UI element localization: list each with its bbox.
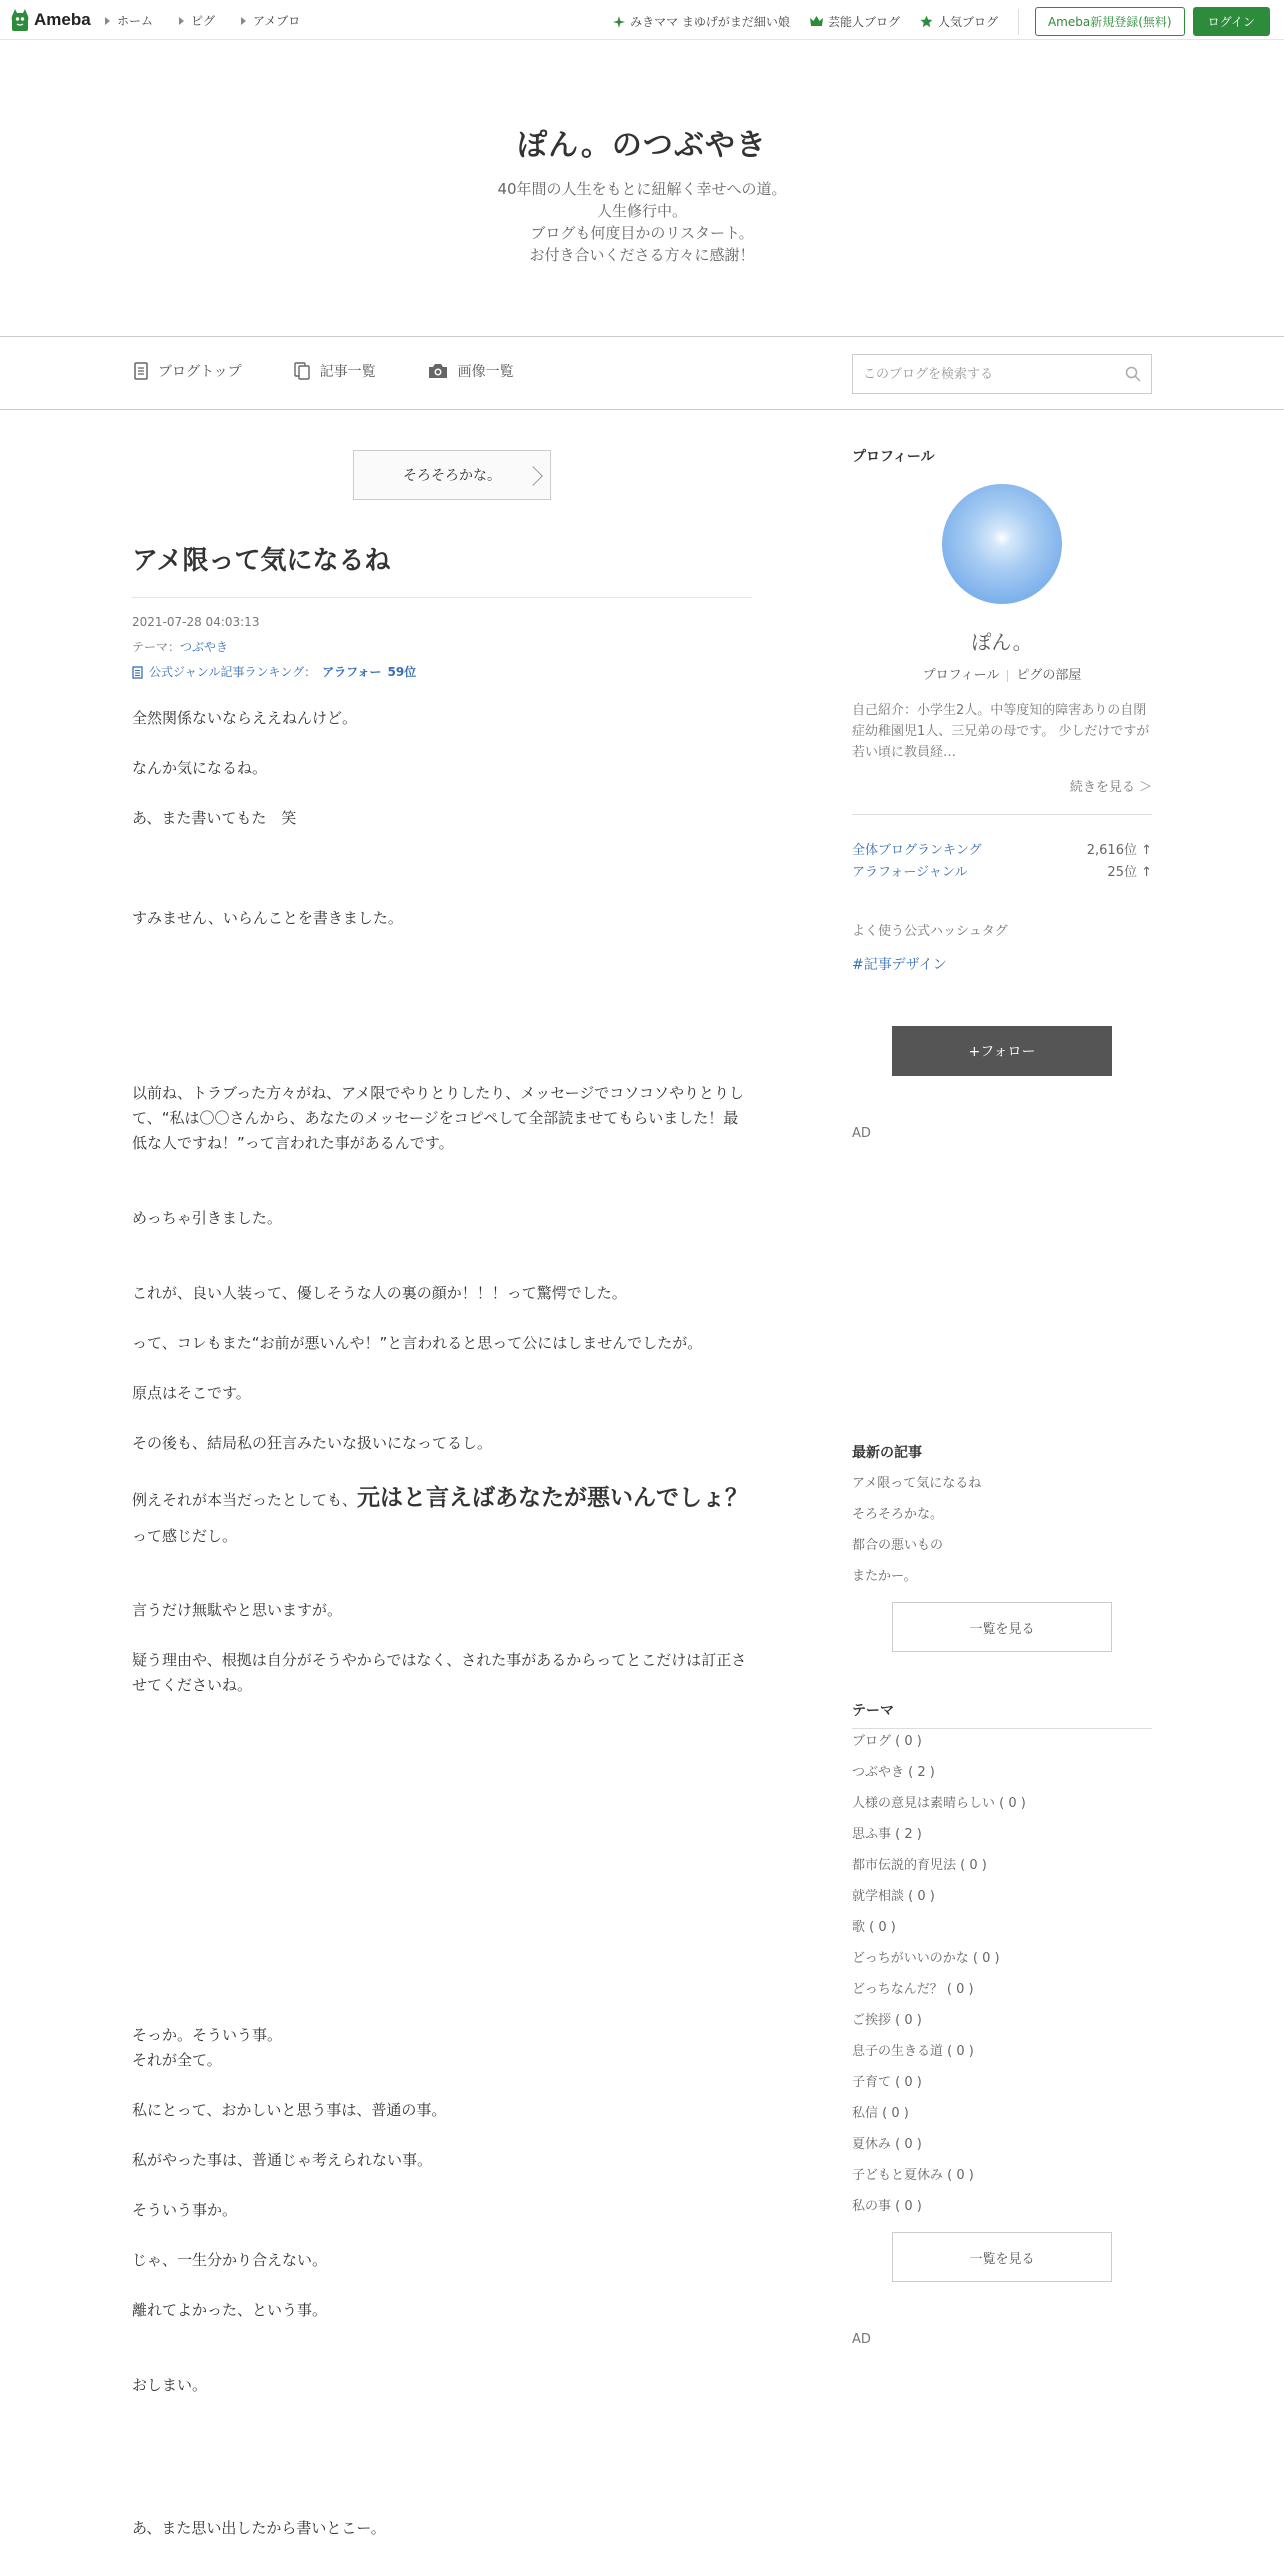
article-title[interactable]: アメ限って気になるね xyxy=(132,540,752,598)
blog-top-label: ブログトップ xyxy=(158,364,242,380)
search-input[interactable] xyxy=(863,367,1125,382)
theme-item[interactable]: ブログ ( 0 ) xyxy=(852,1734,922,1749)
theme-item[interactable]: 息子の生きる道 ( 0 ) xyxy=(852,2044,974,2059)
previous-article-button[interactable] xyxy=(353,450,551,500)
ad-label: AD xyxy=(852,1126,871,1141)
hashtag-heading: よく使う公式ハッシュタグ xyxy=(852,924,1008,939)
theme-item[interactable]: ご挨拶 ( 0 ) xyxy=(852,2013,922,2028)
paragraph: あ、また思い出したから書いとこー。 xyxy=(132,2519,386,2537)
copy-icon xyxy=(294,362,310,380)
popular-blog-label: 人気ブログ xyxy=(937,15,998,29)
search-icon[interactable] xyxy=(1125,366,1141,382)
paragraph: 言うだけ無駄やと思いますが。 xyxy=(132,1601,343,1619)
theme-item[interactable]: 人様の意見は素晴らしい ( 0 ) xyxy=(852,1796,1026,1811)
ad-label: AD xyxy=(852,2332,871,2347)
recent-heading: 最新の記事 xyxy=(852,1445,922,1461)
paragraph: 離れてよかった、という事。 xyxy=(132,2301,328,2319)
blog-title[interactable]: ぽん。のつぶやき xyxy=(517,128,767,163)
theme-item[interactable]: 夏休み ( 0 ) xyxy=(852,2137,922,2152)
divider xyxy=(852,814,1152,815)
profile-link[interactable]: プロフィール xyxy=(922,668,1000,683)
global-header xyxy=(0,0,1284,40)
document-icon xyxy=(134,362,148,380)
ranking-value: 2,616位 ↑ xyxy=(1086,843,1152,858)
paragraph: それが全て。 xyxy=(132,2051,222,2069)
article-list-label: 記事一覧 xyxy=(319,364,376,380)
blog-description-line: お付き合いくださる方々に感謝！ xyxy=(529,246,755,264)
theme-item[interactable]: つぶやき ( 2 ) xyxy=(852,1765,935,1780)
global-nav xyxy=(105,12,300,29)
recent-article-link[interactable]: 都合の悪いもの xyxy=(852,1538,944,1553)
article-date: 2021-07-28 04:03:13 xyxy=(132,615,260,629)
paragraph-emphasis xyxy=(132,1480,752,1554)
ranking-label: アラフォージャンル xyxy=(852,865,968,880)
paragraph: これが、良い人装って、優しそうな人の裏の顔か！！！って驚愕でした。 xyxy=(132,1284,627,1302)
nav-ameblo[interactable] xyxy=(241,12,300,29)
pigg-room-link[interactable]: ピグの部屋 xyxy=(1016,668,1082,683)
ranking-value: 25位 ↑ xyxy=(1107,865,1152,880)
paragraph: 原点はそこです。 xyxy=(132,1384,251,1402)
featured-blog-link[interactable] xyxy=(613,13,790,30)
theme-item[interactable]: 子育て ( 0 ) xyxy=(852,2075,922,2090)
article-theme xyxy=(132,635,416,660)
caret-right-icon xyxy=(179,17,184,25)
follow-wrap xyxy=(852,1026,1152,1076)
crown-icon xyxy=(810,16,823,27)
text-span: 例えそれが本当だったとしても、 xyxy=(132,1491,358,1509)
paragraph: 以前ね、トラブった方々がね、アメ限でやりとりしたり、メッセージでコソコソやりとりして、“私は〇〇さんから、あなたのメッセージをコピペして全部読ませてもらいました！最低な人ですね！”って言われた事があるんです。 xyxy=(132,1084,745,1152)
theme-item[interactable]: 都市伝説的育児法 ( 0 ) xyxy=(852,1858,987,1873)
theme-item[interactable]: どっちがいいのかな ( 0 ) xyxy=(852,1951,1000,1966)
ranking-label: 公式ジャンル記事ランキング： xyxy=(149,665,317,679)
emphasis-text: 元はと言えばあなたが悪いんでしょ？ xyxy=(357,1485,749,1511)
recent-article-link[interactable]: そろそろかな。 xyxy=(852,1507,944,1522)
header-right xyxy=(613,7,1270,36)
divider xyxy=(1007,670,1008,682)
paragraph: 私がやった事は、普通じゃ考えられない事。 xyxy=(132,2151,433,2169)
article-meta xyxy=(132,610,416,685)
nav-pigg-label: ピグ xyxy=(191,14,216,28)
theme-item[interactable]: 私の事 ( 0 ) xyxy=(852,2199,922,2214)
recent-articles-list xyxy=(852,1468,1152,1592)
read-more-link[interactable]: 続きを見る ＞ xyxy=(1069,780,1152,795)
text-span: って感じだし。 xyxy=(132,1527,238,1545)
blog-search xyxy=(852,354,1152,394)
hashtag-link[interactable]: #記事デザイン xyxy=(852,957,947,973)
ameba-mascot-icon xyxy=(10,8,30,32)
theme-item[interactable]: 私信 ( 0 ) xyxy=(852,2106,909,2121)
ranking-genre: アラフォー xyxy=(322,665,382,679)
nav-home[interactable] xyxy=(105,12,153,29)
recent-more-wrap xyxy=(852,1602,1152,1652)
paragraph: 疑う理由や、根拠は自分がそうやからではなく、された事があるからってとこだけは訂正させてくださいね。 xyxy=(132,1651,747,1694)
profile-avatar-wrap xyxy=(852,484,1152,604)
theme-heading: テーマ xyxy=(852,1700,1152,1729)
paragraph: おしまい。 xyxy=(132,2376,208,2394)
profile-heading: プロフィール xyxy=(852,449,935,465)
recent-list-button[interactable]: 一覧を見る xyxy=(892,1602,1112,1652)
blog-description-line: 40年間の人生をもとに紐解く幸せへの道。 xyxy=(497,180,787,198)
article-list-link[interactable] xyxy=(294,361,376,381)
paragraph: そっか。そういう事。 xyxy=(132,2026,283,2044)
nav-ameblo-label: アメブロ xyxy=(253,14,301,28)
profile-intro: 自己紹介：小学生2人。中等度知的障害ありの自閉症幼稚園児1人、三兄弟の母です。 少しだけですが若い頃に教員経… xyxy=(852,703,1150,760)
paragraph: そういう事か。 xyxy=(132,2201,238,2219)
genre-ranking-row[interactable] xyxy=(852,862,1152,884)
previous-article-label: そろそろかな。 xyxy=(403,468,501,484)
register-button[interactable]: Ameba新規登録(無料) xyxy=(1035,7,1185,36)
blog-header xyxy=(0,40,1284,336)
popular-blog-link[interactable] xyxy=(920,13,998,30)
caret-right-icon xyxy=(241,17,246,25)
theme-item[interactable]: 就学相談 ( 0 ) xyxy=(852,1889,935,1904)
paragraph: って、コレもまた“お前が悪いんや！”と言われると思って公にはしませんでしたが。 xyxy=(132,1334,703,1352)
ranking-position: 59位 xyxy=(387,665,417,679)
ameba-logo[interactable] xyxy=(10,8,91,32)
theme-more-wrap xyxy=(852,2232,1152,2282)
paragraph: めっちゃ引きました。 xyxy=(132,1209,282,1227)
blog-description xyxy=(0,178,1284,266)
chevron-right-icon xyxy=(523,466,543,486)
image-list-label: 画像一覧 xyxy=(457,364,514,380)
genre-ranking-link[interactable] xyxy=(132,660,416,685)
paragraph: じゃ、一生分かり合えない。 xyxy=(132,2251,328,2269)
paragraph: 全然関係ないならええねんけど。 xyxy=(132,709,358,727)
login-button[interactable]: ログイン xyxy=(1193,7,1270,36)
blog-description-line: 人生修行中。 xyxy=(596,202,687,220)
theme-item[interactable]: 子どもと夏休み ( 0 ) xyxy=(852,2168,974,2183)
theme-list xyxy=(852,1726,1152,2222)
recent-article-link[interactable]: またかー。 xyxy=(852,1569,917,1584)
theme-item[interactable]: 歌 ( 0 ) xyxy=(852,1920,896,1935)
article-body xyxy=(132,706,752,2541)
recent-article-link[interactable]: アメ限って気になるね xyxy=(852,1476,982,1491)
paragraph: あ、また書いてもた 笑 xyxy=(132,809,297,827)
paragraph: その後も、結局私の狂言みたいな扱いになってるし。 xyxy=(132,1434,493,1452)
celebrity-blog-link[interactable] xyxy=(810,13,900,30)
celebrity-blog-label: 芸能人ブログ xyxy=(827,15,900,29)
avatar[interactable] xyxy=(942,484,1062,604)
theme-item[interactable]: どっちなんだ？ ( 0 ) xyxy=(852,1982,974,1997)
image-list-link[interactable] xyxy=(428,361,514,381)
paragraph: なんか気になるね。 xyxy=(132,759,268,777)
star-icon xyxy=(920,15,933,28)
theme-item[interactable]: 思ふ事 ( 2 ) xyxy=(852,1827,922,1842)
theme-label: テーマ： xyxy=(132,640,181,654)
ranking-label: 全体ブログランキング xyxy=(852,843,982,858)
overall-ranking-row[interactable] xyxy=(852,840,1152,862)
blog-top-link[interactable] xyxy=(134,361,242,381)
blog-description-line: ブログも何度目かのリスタート。 xyxy=(530,224,754,242)
follow-button[interactable]: +フォロー xyxy=(892,1026,1112,1076)
profile-links xyxy=(852,664,1152,683)
profile-name[interactable]: ぽん。 xyxy=(971,630,1033,654)
theme-list-button[interactable]: 一覧を見る xyxy=(892,2232,1112,2282)
divider xyxy=(1018,9,1019,35)
paragraph: 私にとって、おかしいと思う事は、普通の事。 xyxy=(132,2101,447,2119)
sparkle-icon xyxy=(613,16,625,28)
theme-link[interactable]: つぶやき xyxy=(180,640,229,654)
camera-icon xyxy=(428,363,448,379)
nav-pigg[interactable] xyxy=(179,12,215,29)
paragraph: すみません、いらんことを書きました。 xyxy=(132,909,403,927)
featured-blog-label: みきママ まゆげがまだ細い娘 xyxy=(630,15,790,29)
nav-home-label: ホーム xyxy=(117,14,154,28)
blog-nav xyxy=(0,336,1284,410)
logo-text: Ameba xyxy=(34,10,91,29)
ranking-doc-icon xyxy=(132,666,143,679)
caret-right-icon xyxy=(105,17,110,25)
